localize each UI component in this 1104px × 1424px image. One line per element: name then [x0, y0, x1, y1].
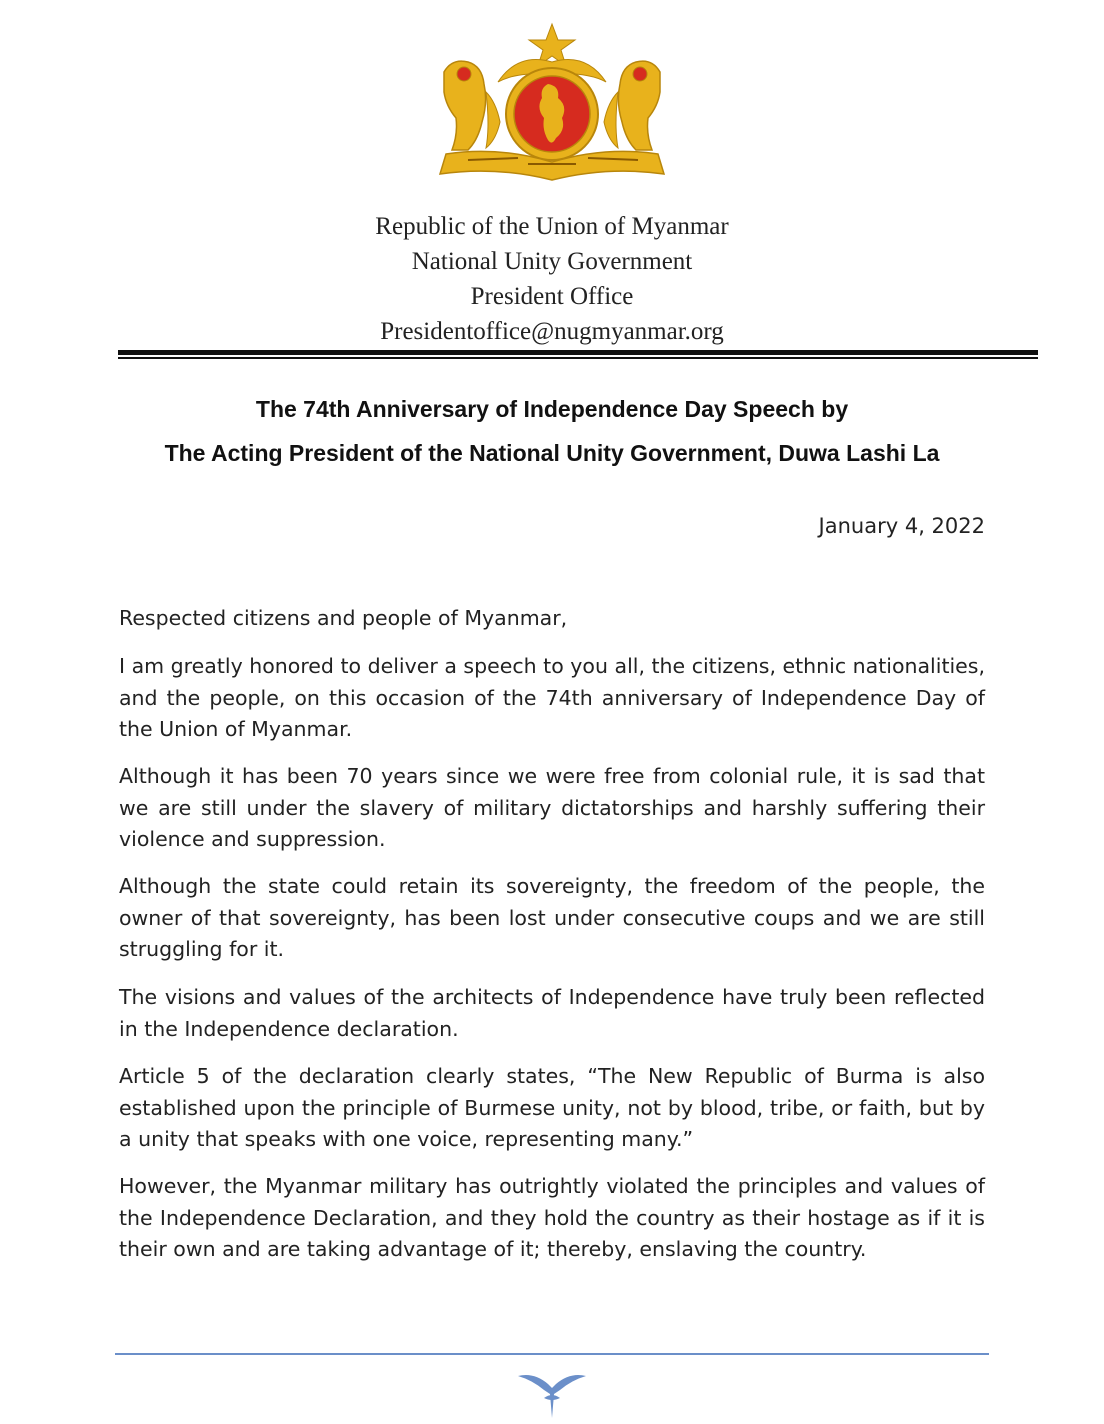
header-rule-thin	[118, 357, 1038, 359]
dove-logo-icon	[514, 1368, 590, 1420]
speech-date: January 4, 2022	[818, 514, 985, 538]
salutation-paragraph: Respected citizens and people of Myanmar,	[119, 606, 568, 630]
speech-title-line-1: The 74th Anniversary of Independence Day Speech by	[255, 396, 849, 422]
speech-title-line-2: The Acting President of the National Unity Government, Duwa Lashi La	[164, 440, 940, 466]
office-name-line: President Office	[470, 283, 634, 310]
body-paragraph: Although it has been 70 years since we were free from colonial rule, it is sad that we are still under the slavery of military dictatorships and harshly suffering their violence and suppression.	[119, 764, 985, 851]
org-name-line: Republic of the Union of Myanmar	[375, 213, 729, 240]
government-name-line: National Unity Government	[411, 248, 693, 275]
header-rule-thick	[118, 350, 1038, 355]
body-paragraph: Article 5 of the declaration clearly states, “The New Republic of Burma is also established upon the principle of Burmese unity, not by blood, tribe, or faith, but by a unity that speaks with one voice, representing many.”	[119, 1064, 985, 1151]
body-paragraph: Although the state could retain its sovereignty, the freedom of the people, the owner of that sovereignty, has been lost under consecutive coups and we are still struggling for it.	[119, 874, 985, 961]
myanmar-state-seal-icon	[438, 22, 666, 182]
body-paragraph: I am greatly honored to deliver a speech to you all, the citizens, ethnic nationalities, and the people, on this occasion of the 74th anniversary of Independence Day of the Union of Myanmar.	[119, 654, 985, 741]
office-email: Presidentoffice@nugmyanmar.org	[380, 318, 724, 345]
footer-rule	[115, 1353, 989, 1355]
body-paragraph: The visions and values of the architects of Independence have truly been reflected in the Independence declaration.	[119, 985, 985, 1041]
body-paragraph: However, the Myanmar military has outrightly violated the principles and values of the Independence Declaration, and they hold the country as their hostage as if it is their own and are taking advantage of it; thereby, enslaving the country.	[119, 1174, 985, 1261]
